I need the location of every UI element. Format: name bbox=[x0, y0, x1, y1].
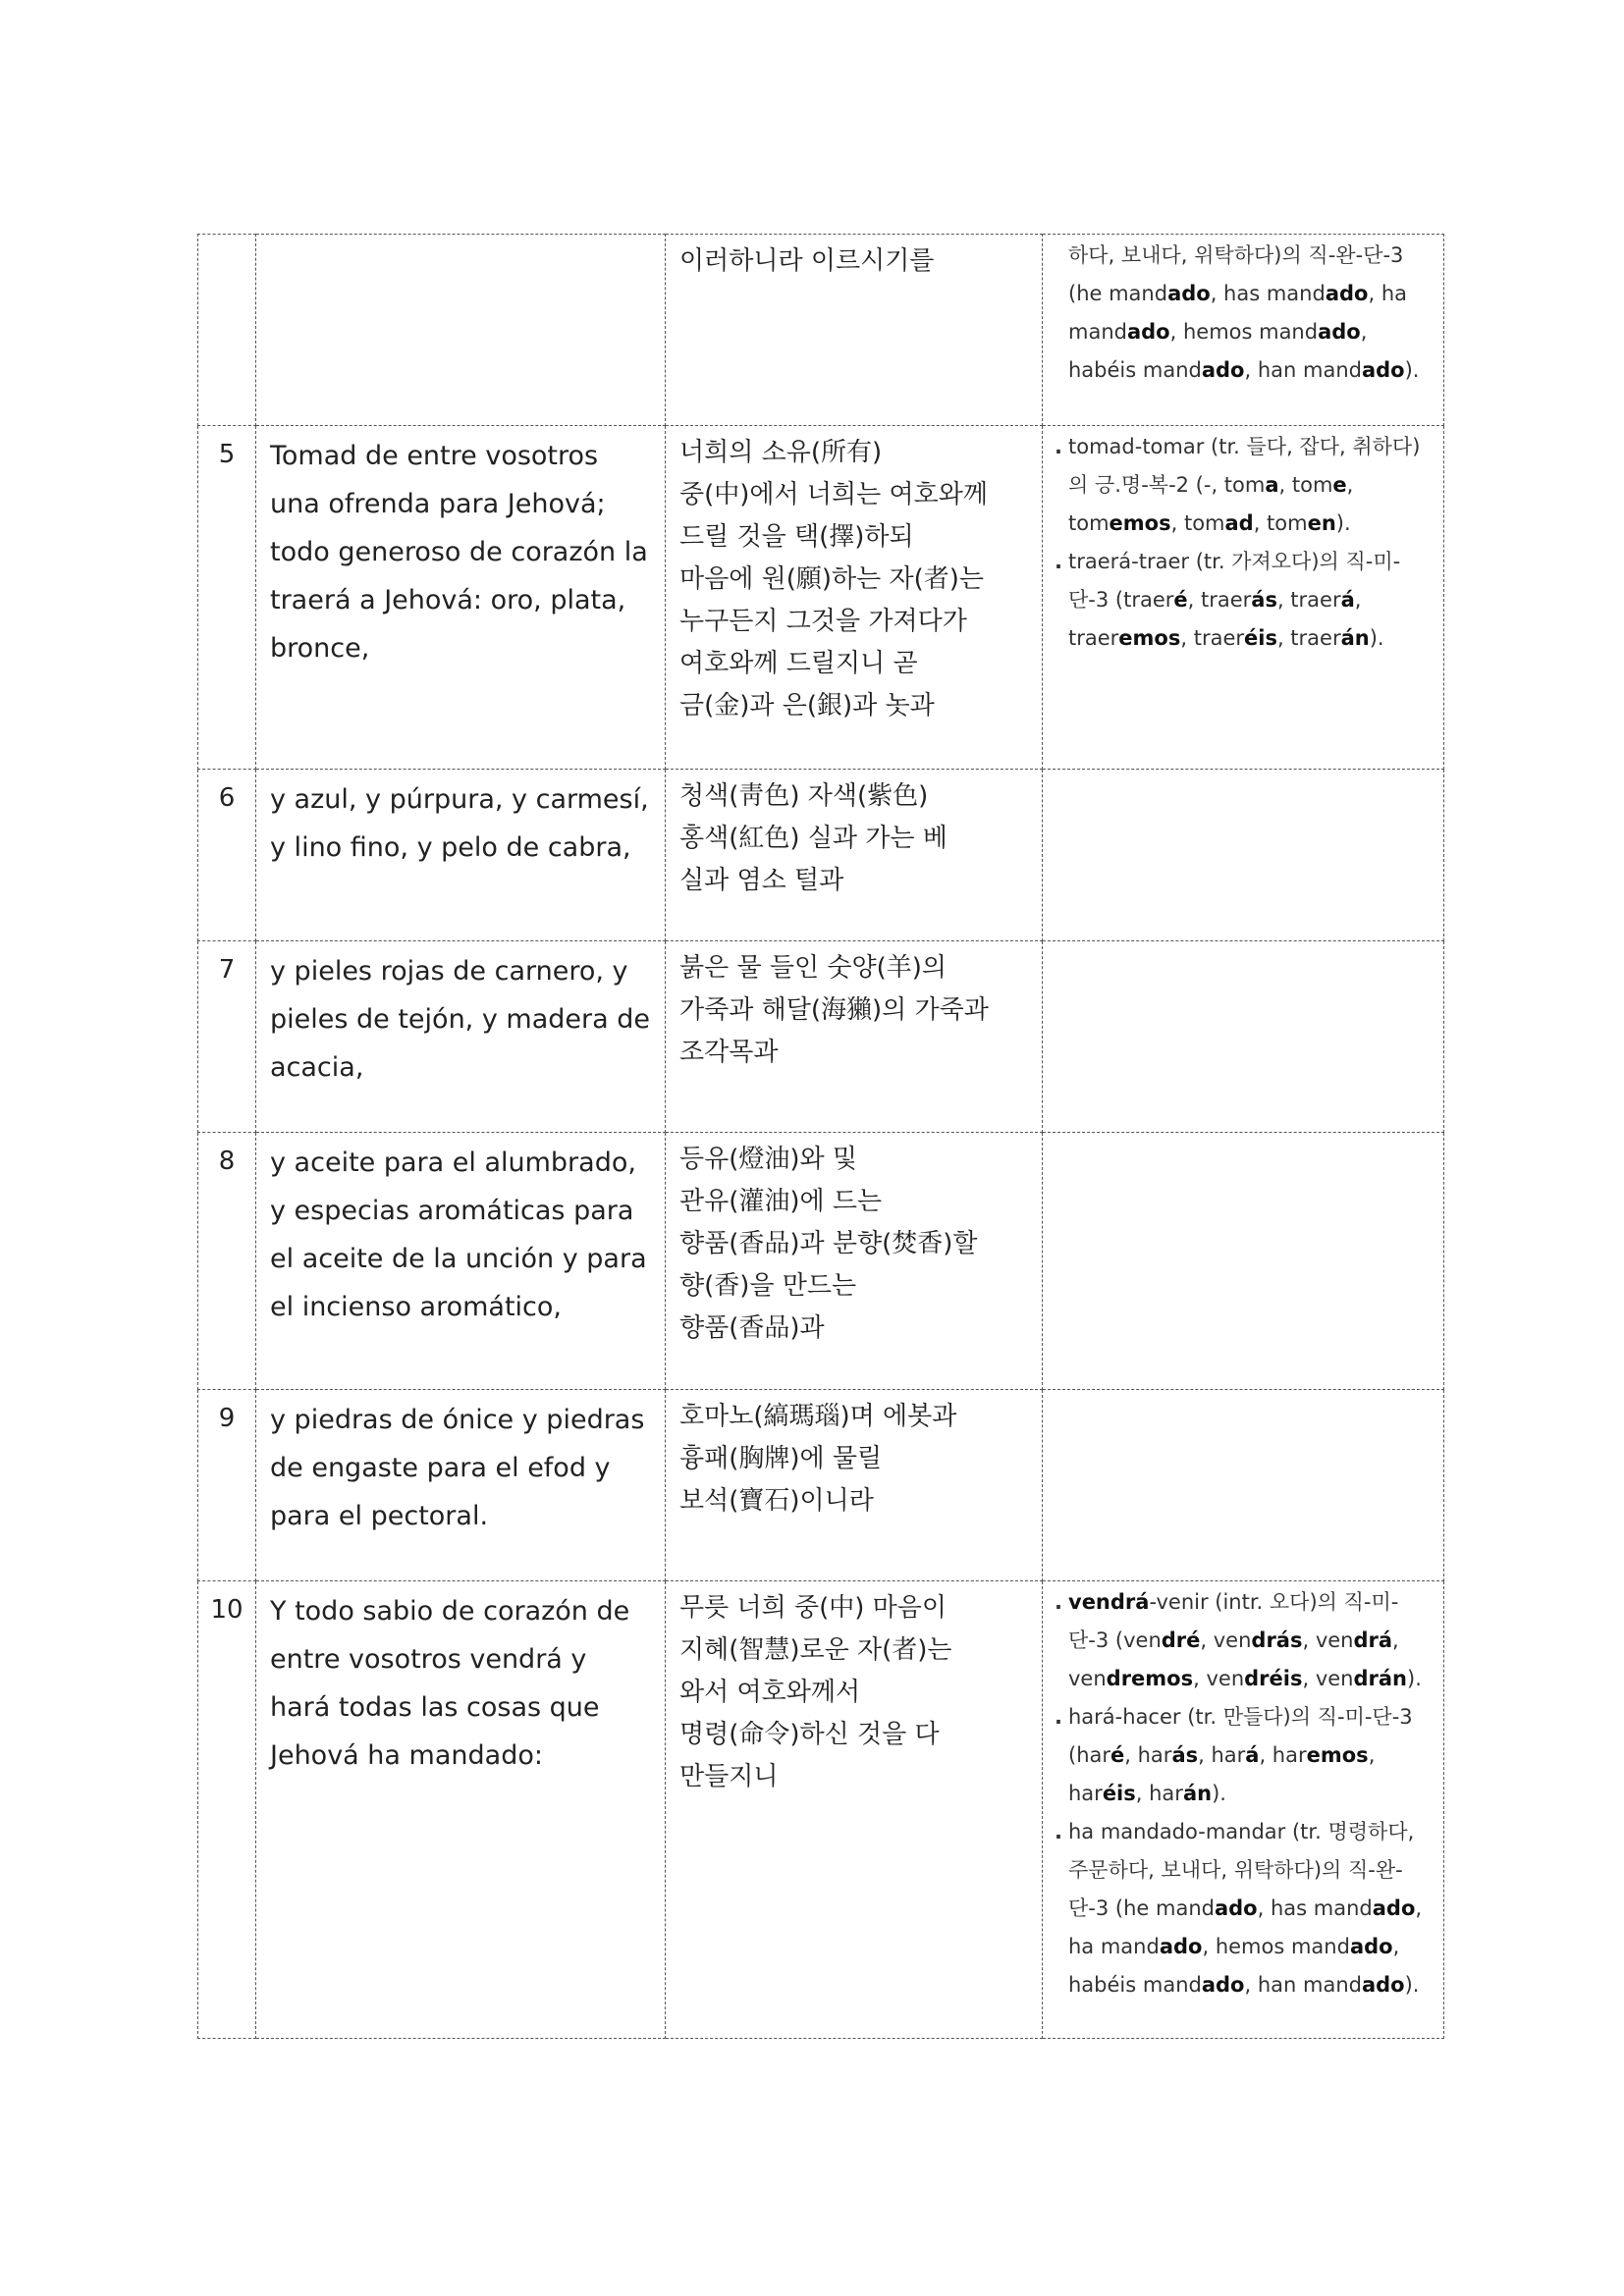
verse-number: 5 bbox=[198, 426, 256, 770]
korean-line: 향품(香品)과 bbox=[679, 1313, 825, 1343]
spanish-text: Tomad de entre vosotros una ofrenda para Jehová; todo generoso de corazón la traerá a Jehová: oro, plata, bronce, bbox=[256, 426, 666, 770]
grammar-notes bbox=[1043, 235, 1444, 426]
verse-row bbox=[198, 1390, 1444, 1581]
korean-line: 붉은 물 들인 숫양(羊)의 bbox=[679, 953, 947, 983]
verse-row bbox=[198, 1581, 1444, 2039]
korean-text bbox=[666, 1390, 1043, 1581]
korean-line: 관유(灌油)에 드는 bbox=[679, 1187, 883, 1216]
korean-line: 향품(香品)과 분향(焚香)할 bbox=[679, 1229, 978, 1258]
korean-text bbox=[666, 235, 1043, 426]
korean-text bbox=[666, 426, 1043, 770]
korean-line: 조각목과 bbox=[679, 1038, 779, 1067]
spanish-text: y piedras de ónice y piedras de engaste para el efod y para el pectoral. bbox=[256, 1390, 666, 1581]
verse-row bbox=[198, 770, 1444, 941]
grammar-note bbox=[1055, 543, 1435, 658]
korean-line: 여호와께 드릴지니 곧 bbox=[679, 649, 918, 678]
korean-line: 지혜(智慧)로운 자(者)는 bbox=[679, 1635, 952, 1665]
korean-line: 가죽과 해달(海獺)의 가죽과 bbox=[679, 995, 989, 1025]
verse-number: 10 bbox=[198, 1581, 256, 2039]
korean-line: 보석(寶石)이니라 bbox=[679, 1486, 874, 1516]
bullet-icon: . bbox=[1055, 550, 1062, 573]
spanish-text: Y todo sabio de corazón de entre vosotros vendrá y hará todas las cosas que Jehová ha mandado: bbox=[256, 1581, 666, 2039]
bullet-icon: . bbox=[1055, 1590, 1062, 1614]
korean-line: 누구든지 그것을 가져다가 bbox=[679, 607, 967, 636]
grammar-note-text: 하다, 보내다, 위탁하다)의 직-완-단-3 (he mandado, has mandado, ha mandado, hemos mandado, habéis mandado, han mandado). bbox=[1068, 243, 1420, 382]
grammar-notes bbox=[1043, 1390, 1444, 1581]
verse-number bbox=[198, 235, 256, 426]
korean-text bbox=[666, 1581, 1043, 2039]
grammar-note-text: tomad-tomar (tr. 들다, 잡다, 취하다)의 긍.명-복-2 (-, toma, tome, tomemos, tomad, tomen). bbox=[1068, 435, 1421, 535]
verse-number: 7 bbox=[198, 941, 256, 1133]
grammar-note bbox=[1055, 428, 1435, 543]
korean-line: 만들지니 bbox=[679, 1762, 779, 1791]
verse-number: 6 bbox=[198, 770, 256, 941]
korean-line: 금(金)과 은(銀)과 놋과 bbox=[679, 691, 935, 721]
korean-line: 청색(靑色) 자색(紫色) bbox=[679, 781, 929, 811]
grammar-notes bbox=[1043, 941, 1444, 1133]
grammar-note-text: traerá-traer (tr. 가져오다)의 직-미-단-3 (traeré, traerás, traerá, traeremos, traeréis, traerán). bbox=[1068, 550, 1401, 650]
grammar-note bbox=[1055, 237, 1435, 390]
korean-line: 와서 여호와께서 bbox=[679, 1678, 861, 1707]
grammar-note bbox=[1055, 1698, 1435, 1813]
spanish-text: y pieles rojas de carnero, y pieles de tejón, y madera de acacia, bbox=[256, 941, 666, 1133]
korean-line: 드릴 것을 택(擇)하되 bbox=[679, 522, 914, 552]
korean-line: 명령(命令)하신 것을 다 bbox=[679, 1720, 940, 1749]
korean-text bbox=[666, 941, 1043, 1133]
korean-line: 실과 염소 털과 bbox=[679, 866, 844, 895]
bullet-icon: . bbox=[1055, 1705, 1062, 1729]
korean-line: 중(中)에서 너희는 여호와께 bbox=[679, 480, 988, 509]
korean-line: 흉패(胸牌)에 물릴 bbox=[679, 1444, 883, 1473]
verse-row bbox=[198, 941, 1444, 1133]
spanish-text: y aceite para el alumbrado, y especias aromáticas para el aceite de la unción y para el incienso aromático, bbox=[256, 1133, 666, 1390]
korean-line: 등유(燈油)와 및 bbox=[679, 1145, 858, 1174]
korean-line: 홍색(紅色) 실과 가는 베 bbox=[679, 824, 947, 853]
verse-table bbox=[197, 234, 1444, 2039]
grammar-notes bbox=[1043, 426, 1444, 770]
grammar-note-text: hará-hacer (tr. 만들다)의 직-미-단-3 (haré, harás, hará, haremos, haréis, harán). bbox=[1068, 1705, 1413, 1805]
bullet-icon: . bbox=[1055, 1820, 1062, 1843]
korean-line: 호마노(縞瑪瑙)며 에봇과 bbox=[679, 1402, 957, 1431]
verse-row bbox=[198, 1133, 1444, 1390]
verse-number: 8 bbox=[198, 1133, 256, 1390]
verse-row bbox=[198, 235, 1444, 426]
grammar-note-text: ha mandado-mandar (tr. 명령하다, 주문하다, 보내다, 위탁하다)의 직-완-단-3 (he mandado, has mandado, ha mandado, hemos mandado, habéis mandado, han mandado). bbox=[1068, 1820, 1423, 1997]
grammar-note-text: vendrá-venir (intr. 오다)의 직-미-단-3 (vendré, vendrás, vendrá, vendremos, vendréis, vendrán). bbox=[1068, 1590, 1422, 1690]
spanish-text: y azul, y púrpura, y carmesí, y lino fino, y pelo de cabra, bbox=[256, 770, 666, 941]
bullet-icon: . bbox=[1055, 435, 1062, 458]
grammar-note bbox=[1055, 1813, 1435, 2004]
korean-line: 너희의 소유(所有) bbox=[679, 438, 883, 467]
korean-line: 향(香)을 만드는 bbox=[679, 1271, 857, 1301]
grammar-notes bbox=[1043, 1581, 1444, 2039]
verse-table-body bbox=[198, 235, 1444, 2039]
korean-text bbox=[666, 770, 1043, 941]
korean-line: 무릇 너희 중(中) 마음이 bbox=[679, 1593, 947, 1623]
verse-number: 9 bbox=[198, 1390, 256, 1581]
grammar-notes bbox=[1043, 770, 1444, 941]
spanish-text bbox=[256, 235, 666, 426]
korean-text bbox=[666, 1133, 1043, 1390]
grammar-note bbox=[1055, 1583, 1435, 1698]
korean-line: 마음에 원(願)하는 자(者)는 bbox=[679, 564, 985, 594]
korean-line: 이러하니라 이르시기를 bbox=[679, 246, 935, 276]
verse-row bbox=[198, 426, 1444, 770]
grammar-notes bbox=[1043, 1133, 1444, 1390]
